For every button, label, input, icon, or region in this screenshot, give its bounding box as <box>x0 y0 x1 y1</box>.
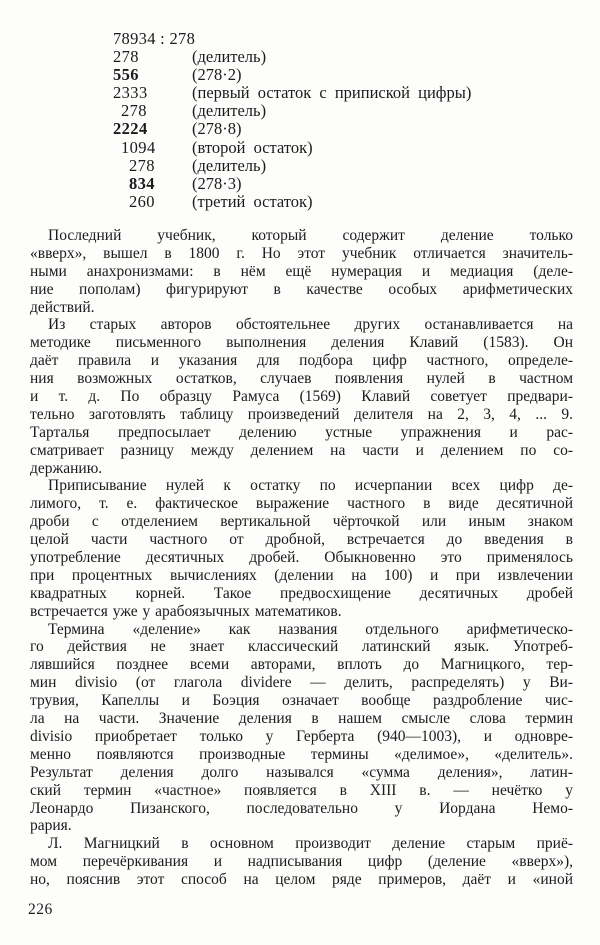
text-line: Л. Магницкий в основном производит деление старым приё- <box>48 835 573 853</box>
text-line: ние пополам) фигурируют в качестве особых арифметических <box>30 280 573 298</box>
text-line: мом перечёркивания и надписывания цифр (деление «вверх»), <box>30 853 573 871</box>
division-label: (278·8) <box>192 119 242 139</box>
division-label: (второй остаток) <box>192 137 313 157</box>
text-line: при процентных вычислениях (делении на 100) и при извлечении <box>30 566 573 584</box>
division-label: (делитель) <box>192 155 267 175</box>
text-line: «вверх», вышел в 1800 г. Но этот учебник отличается значитель- <box>30 244 573 262</box>
division-label: (третий остаток) <box>192 191 313 211</box>
paragraph <box>30 621 573 836</box>
text-line: но, пояснив этот способ на целом ряде примеров, даёт и «иной <box>30 871 573 889</box>
paragraph <box>30 835 573 889</box>
text-line: методике письменного выполнения деления Клавий (1583). Он <box>30 334 573 352</box>
division-label: (278·3) <box>192 173 242 193</box>
division-example <box>113 29 472 211</box>
text-line: встречается уже у арабоязычных математиков. <box>30 602 342 620</box>
division-row <box>113 191 313 211</box>
division-number: 2333 <box>113 83 148 103</box>
division-number: 260 <box>129 191 155 211</box>
text-line: лявшийся позднее всеми авторами, вплоть до Магницкого, тер- <box>30 656 573 674</box>
text-line: ла на части. Значение деления в нашем смысле слова термин <box>30 710 573 728</box>
text-line: лимого, т. е. фактическое выражение частного в виде десятичной <box>30 495 573 513</box>
text-line: сматривает разницу между делением на части и делением по со- <box>30 441 573 459</box>
text-line: целой части частного от дробной, встречается до введения в <box>30 531 573 549</box>
page-number: 226 <box>28 901 53 918</box>
text-line: менно появляются производные термины «делимое», «делитель». <box>30 745 573 763</box>
division-row <box>113 65 242 85</box>
text-line: ский термин «частное» появляется в XIII в. — нечётко у <box>30 781 573 799</box>
text-line: квадратных корней. Такое предвосхищение десятичных дробей <box>30 584 573 602</box>
text-line: Леонардо Пизанского, последовательно у Иордана Немо- <box>30 799 573 817</box>
division-row <box>113 119 242 139</box>
division-label: (делитель) <box>192 47 267 67</box>
text-line: Приписывание нулей к остатку по исчерпании всех цифр де- <box>48 477 573 495</box>
text-line: держанию. <box>30 459 103 477</box>
text-line: Последний учебник, который содержит деление только <box>48 227 573 244</box>
text-line: Термина «деление» как названия отдельного арифметическо- <box>48 620 573 638</box>
division-number: 1094 <box>121 137 156 157</box>
division-label: (первый остаток с припиской цифры) <box>192 83 472 103</box>
division-row <box>113 173 242 193</box>
text-line: рария. <box>30 817 72 835</box>
text-line: Результат деления долго назывался «сумма деления», латин- <box>30 763 573 781</box>
division-rows <box>113 47 472 211</box>
text-line: дроби с отделением вертикальной чёрточкой или иным знаком <box>30 513 573 531</box>
text-line: тельно заготовлять таблицу произведений делителя на 2, 3, 4, ... 9. <box>30 405 573 423</box>
text-line: употребление десятичных дробей. Обыкновенно это применялось <box>30 549 573 567</box>
division-number: 278 <box>121 101 147 121</box>
paragraph <box>30 316 573 477</box>
text-line: и т. д. По образцу Рамуса (1569) Клавий советует предвари- <box>30 388 573 406</box>
division-row <box>113 101 267 121</box>
text-line: Тарталья предпосылает делению устные упражнения и рас- <box>30 423 573 441</box>
text-line: ния возможных остатков, случаев появления нулей в частном <box>30 370 573 388</box>
division-row <box>113 137 313 157</box>
division-number: 278 <box>129 155 155 175</box>
division-row <box>113 47 267 67</box>
division-problem: 78934 : 278 <box>113 29 196 48</box>
division-row <box>113 83 472 103</box>
division-number: 278 <box>113 47 139 67</box>
text-line: действий. <box>30 298 95 316</box>
division-label: (делитель) <box>192 101 267 121</box>
paragraph <box>30 227 573 316</box>
body-text <box>30 227 573 889</box>
text-line: мин divisio (от глагола dividere — делить, распределять) у Ви- <box>30 674 573 692</box>
division-number: 834 <box>129 173 155 193</box>
text-line: трувия, Капеллы и Боэция означает вообще раздробление чис- <box>30 692 573 710</box>
text-line: divisio приобретает только у Герберта (940—1003), и одновре- <box>30 727 573 745</box>
paragraph <box>30 477 573 620</box>
text-line: даёт правила и указания для подбора цифр частного, определе- <box>30 352 573 370</box>
text-line: Из старых авторов обстоятельнее других останавливается на <box>48 316 573 334</box>
division-row <box>113 155 267 175</box>
division-label: (278·2) <box>192 65 242 85</box>
text-line: ными анахронизмами: в нём ещё нумерация и медиация (деле- <box>30 262 573 280</box>
division-number: 2224 <box>113 119 148 139</box>
division-number: 556 <box>113 65 139 85</box>
text-line: го действия не знает классический латинский язык. Употреб- <box>30 638 573 656</box>
